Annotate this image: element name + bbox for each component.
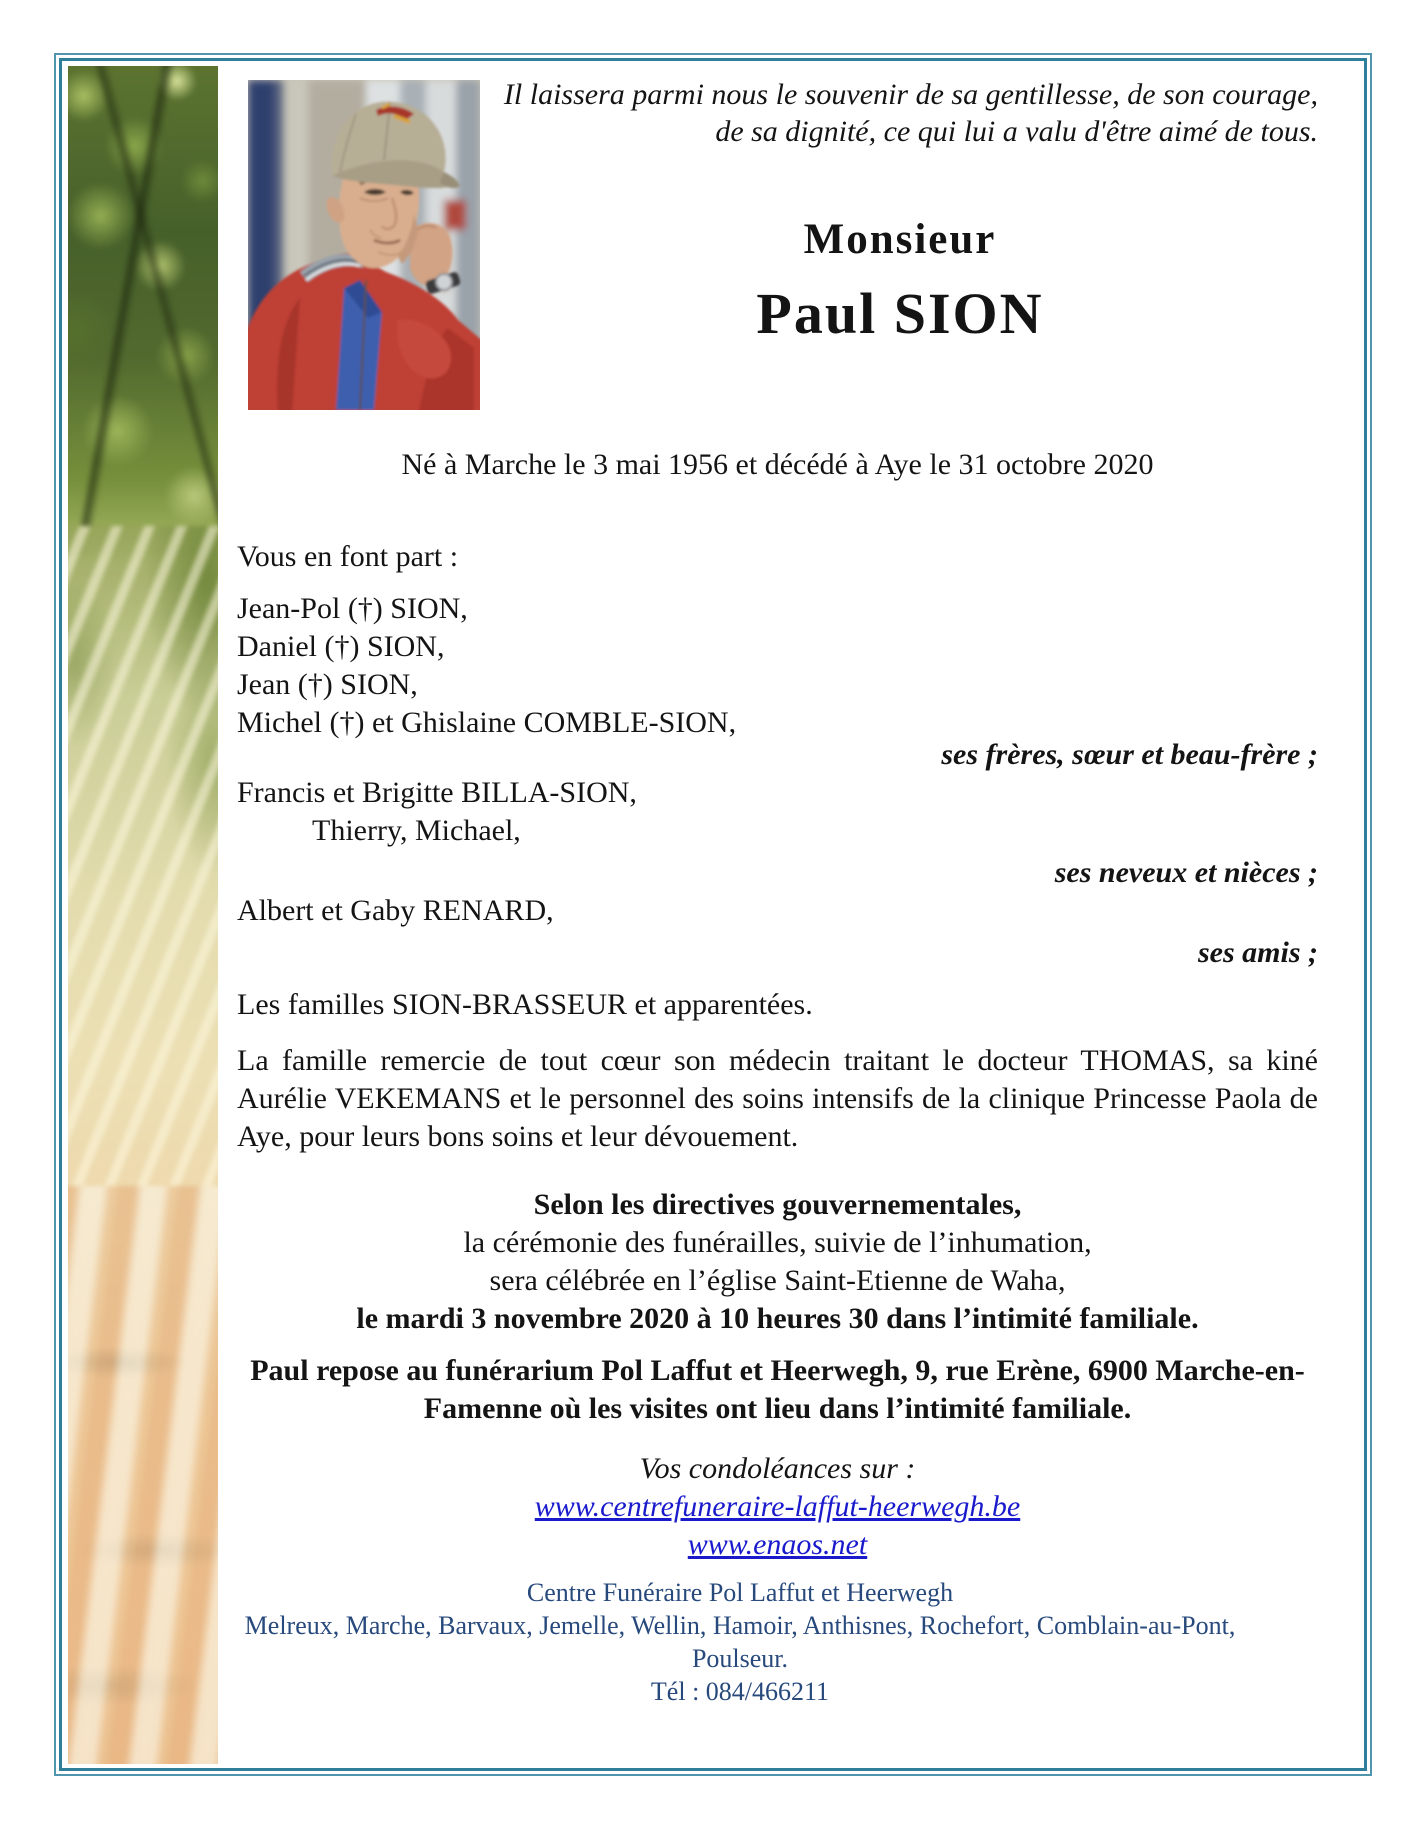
condolences-block (237, 1450, 1318, 1564)
funeral-home-locations: Melreux, Marche, Barvaux, Jemelle, Wellin, Hamoir, Anthisnes, Rochefort, Comblain-au-Pont, Poulseur. (244, 1611, 1236, 1673)
portrait-illustration (248, 80, 480, 410)
family-name-line: Jean (†) SION, (237, 668, 418, 701)
funeral-home-footer (237, 1576, 1318, 1708)
family-name-line: Thierry, Michael, (312, 814, 521, 847)
deceased-name: Paul SION (756, 281, 1044, 346)
family-name-line: Jean-Pol (†) SION, (237, 592, 468, 625)
forest-path-image (68, 66, 218, 1764)
condolences-link-enaos[interactable]: www.enaos.net (687, 1528, 868, 1561)
ceremony-line-4: le mardi 3 novembre 2020 à 10 heures 30 dans l’intimité familiale. (356, 1302, 1199, 1335)
condolences-label: Vos condoléances sur : (639, 1452, 916, 1485)
condolences-link-funeraire[interactable]: www.centrefuneraire-laffut-heerwegh.be (534, 1490, 1021, 1523)
repose-line-2: Famenne où les visites ont lieu dans l’intimité familiale. (423, 1392, 1132, 1425)
relation-label-nephews: ses neveux et nièces ; (1054, 856, 1318, 889)
family-name-line: Michel (†) et Ghislaine COMBLE-SION, (237, 706, 737, 739)
repose-line-1: Paul repose au funérarium Pol Laffut et Heerwegh, 9, rue Erène, 6900 Marche-en- (250, 1354, 1305, 1387)
ground-section (68, 1186, 218, 1764)
ceremony-line-1: Selon les directives gouvernementales, (533, 1188, 1022, 1221)
family-name-line: Daniel (†) SION, (237, 630, 445, 663)
sunlit-path-section (68, 526, 218, 1206)
funeral-home-name: Centre Funéraire Pol Laffut et Heerwegh (526, 1578, 954, 1607)
foliage-section (68, 66, 218, 556)
repose-block (237, 1352, 1318, 1428)
deceased-title: Monsieur (803, 216, 997, 263)
ceremony-line-3: sera célébrée en l’église Saint-Etienne de Waha, (489, 1264, 1066, 1297)
family-name-line: Francis et Brigitte BILLA-SION, (237, 776, 637, 809)
relation-label-friends: ses amis ; (1198, 936, 1318, 969)
epitaph-quote (450, 76, 1318, 150)
deceased-heading (482, 216, 1318, 346)
forest-path-art (68, 66, 218, 1764)
thanks-paragraph: La famille remercie de tout cœur son médecin traitant le docteur THOMAS, sa kiné Aurélie VEKEMANS et le personnel des soins intensifs de la clinique Princesse Paola de Aye, pour leurs bons soins et leur dévouement. (237, 1044, 1318, 1153)
main-content (237, 446, 1318, 1708)
funeral-home-phone: Tél : 084/466211 (650, 1677, 830, 1706)
families-line: Les familles SION-BRASSEUR et apparentées. (237, 988, 813, 1021)
announcement-intro: Vous en font part : (237, 540, 459, 573)
ceremony-line-2: la cérémonie des funérailles, suivie de l’inhumation, (463, 1226, 1092, 1259)
relation-label-siblings: ses frères, sœur et beau-frère ; (941, 738, 1318, 771)
epitaph-line-2: de sa dignité, ce qui lui a valu d'être aimé de tous. (715, 115, 1318, 148)
family-name-line: Albert et Gaby RENARD, (237, 894, 554, 927)
birth-death-line: Né à Marche le 3 mai 1956 et décédé à Aye le 31 octobre 2020 (401, 448, 1154, 481)
ceremony-block (237, 1186, 1318, 1338)
epitaph-line-1: Il laissera parmi nous le souvenir de sa gentillesse, de son courage, (503, 78, 1318, 111)
portrait-photo (248, 80, 480, 410)
